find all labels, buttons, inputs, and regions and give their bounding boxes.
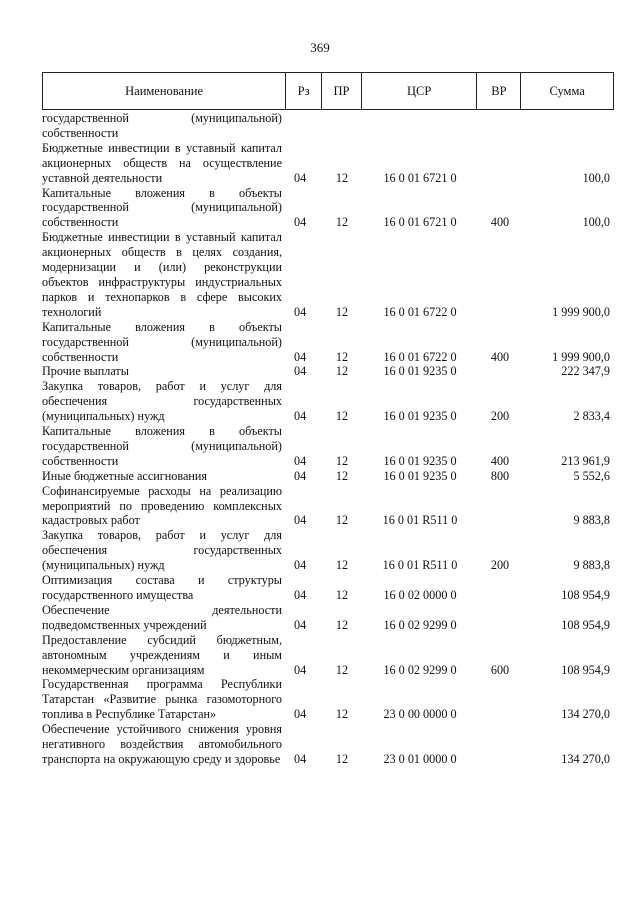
cell-rz: 04 <box>294 170 307 185</box>
cell-csr: 16 0 01 6721 0 <box>383 215 457 230</box>
cell-name: Бюджетные инвестиции в уставный капитал акционерных обществ в целях создания, модернизации и (или) реконструкции объектов инфраструктуры индустриальных парков и технопарков в сфере высоких технологий <box>42 230 282 319</box>
table-row <box>42 364 614 379</box>
cell-csr: 16 0 02 9299 0 <box>383 662 457 677</box>
cell-vr: 600 <box>490 662 510 677</box>
cell-csr: 16 0 01 9235 0 <box>383 453 457 468</box>
cell-pr: 12 <box>335 617 349 632</box>
cell-vr: 800 <box>490 468 510 483</box>
cell-csr: 16 0 01 9235 0 <box>383 468 457 483</box>
header-pr: ПР <box>322 73 362 109</box>
cell-rz: 04 <box>294 617 307 632</box>
cell-sum: 1 999 900,0 <box>552 349 610 364</box>
cell-name: Бюджетные инвестиции в уставный капитал акционерных обществ на осуществление уставной деятельности <box>42 140 282 185</box>
cell-sum: 9 883,8 <box>573 513 610 528</box>
cell-sum: 222 347,9 <box>561 364 610 379</box>
cell-rz: 04 <box>294 558 307 573</box>
table-row <box>42 424 614 469</box>
cell-rz: 04 <box>294 468 307 483</box>
cell-pr: 12 <box>335 304 349 319</box>
table-row <box>42 469 614 484</box>
cell-name: Государственная программа Республики Татарстан «Развитие рынка газомоторного топлива в Республике Татарстан» <box>42 677 282 722</box>
cell-rz: 04 <box>294 349 307 364</box>
cell-name: Закупка товаров, работ и услуг для обеспечения государственных (муниципальных) нужд <box>42 528 282 573</box>
table-row <box>42 111 614 141</box>
cell-csr: 16 0 02 9299 0 <box>383 617 457 632</box>
cell-sum: 5 552,6 <box>573 468 610 483</box>
cell-csr: 16 0 01 6722 0 <box>383 304 457 319</box>
table-row <box>42 633 614 678</box>
cell-vr: 200 <box>490 558 510 573</box>
cell-pr: 12 <box>335 409 349 424</box>
table-row <box>42 186 614 231</box>
cell-rz: 04 <box>294 215 307 230</box>
table-row <box>42 230 614 319</box>
cell-rz: 04 <box>294 364 307 379</box>
cell-pr: 12 <box>335 707 349 722</box>
cell-sum: 100,0 <box>582 215 610 230</box>
cell-pr: 12 <box>335 364 349 379</box>
cell-sum: 213 961,9 <box>561 453 610 468</box>
cell-pr: 12 <box>335 349 349 364</box>
cell-sum: 2 833,4 <box>573 409 610 424</box>
cell-name: Оптимизация состава и структуры государственного имущества <box>42 573 282 602</box>
cell-vr: 400 <box>490 453 510 468</box>
table-row <box>42 320 614 365</box>
table-header <box>42 72 614 110</box>
table-row <box>42 677 614 722</box>
cell-csr: 16 0 01 6722 0 <box>383 349 457 364</box>
cell-sum: 1 999 900,0 <box>552 304 610 319</box>
cell-sum: 134 270,0 <box>561 751 610 766</box>
table-row <box>42 528 614 573</box>
table-row <box>42 573 614 603</box>
cell-name: государственной (муниципальной) собственности <box>42 111 282 140</box>
cell-csr: 16 0 02 0000 0 <box>383 588 457 602</box>
cell-pr: 12 <box>335 558 349 573</box>
cell-pr: 12 <box>335 513 349 528</box>
cell-pr: 12 <box>335 170 349 185</box>
cell-name: Софинансируемые расходы на реализацию мероприятий по проведению комплексных кадастровых работ <box>42 483 282 528</box>
cell-csr: 23 0 01 0000 0 <box>383 751 457 766</box>
cell-name: Обеспечение устойчивого снижения уровня негативного воздействия автомобильного транспорта на окружающую среду и здоровье <box>42 722 282 766</box>
table-row <box>42 603 614 633</box>
cell-vr: 200 <box>490 409 510 424</box>
header-csr: ЦСР <box>362 73 478 109</box>
cell-rz: 04 <box>294 409 307 424</box>
cell-pr: 12 <box>335 468 349 483</box>
table-row <box>42 484 614 529</box>
cell-name: Капитальные вложения в объекты государственной (муниципальной) собственности <box>42 185 282 230</box>
budget-table <box>42 72 614 767</box>
header-rz: Рз <box>286 73 322 109</box>
cell-rz: 04 <box>294 304 307 319</box>
cell-sum: 134 270,0 <box>561 707 610 722</box>
cell-vr: 400 <box>490 349 510 364</box>
cell-rz: 04 <box>294 662 307 677</box>
cell-rz: 04 <box>294 751 307 766</box>
cell-pr: 12 <box>335 215 349 230</box>
cell-vr: 400 <box>490 215 510 230</box>
cell-name: Капитальные вложения в объекты государственной (муниципальной) собственности <box>42 424 282 468</box>
cell-csr: 23 0 00 0000 0 <box>383 707 457 722</box>
cell-rz: 04 <box>294 588 307 602</box>
cell-sum: 108 954,9 <box>561 588 610 602</box>
cell-sum: 108 954,9 <box>561 662 610 677</box>
cell-csr: 16 0 01 9235 0 <box>383 364 457 379</box>
cell-name: Прочие выплаты <box>42 364 129 379</box>
table-row <box>42 141 614 186</box>
table-body <box>42 111 614 767</box>
header-name: Наименование <box>43 73 286 109</box>
cell-csr: 16 0 01 6721 0 <box>383 170 457 185</box>
cell-name: Закупка товаров, работ и услуг для обеспечения государственных (муниципальных) нужд <box>42 379 282 424</box>
cell-name: Капитальные вложения в объекты государственной (муниципальной) собственности <box>42 319 282 364</box>
header-vr: ВР <box>477 73 521 109</box>
cell-rz: 04 <box>294 513 307 528</box>
cell-name: Предоставление субсидий бюджетным, автономным учреждениям и иным некоммерческим организациям <box>42 632 282 677</box>
cell-pr: 12 <box>335 662 349 677</box>
cell-sum: 9 883,8 <box>573 558 610 573</box>
cell-csr: 16 0 01 9235 0 <box>383 409 457 424</box>
cell-sum: 108 954,9 <box>561 617 610 632</box>
cell-csr: 16 0 01 R511 0 <box>382 513 458 528</box>
page-number: 369 <box>310 40 330 55</box>
cell-rz: 04 <box>294 707 307 722</box>
cell-pr: 12 <box>335 588 349 602</box>
cell-name: Иные бюджетные ассигнования <box>42 468 208 483</box>
table-row <box>42 722 614 767</box>
cell-sum: 100,0 <box>582 170 610 185</box>
cell-pr: 12 <box>335 453 349 468</box>
cell-rz: 04 <box>294 453 307 468</box>
cell-csr: 16 0 01 R511 0 <box>382 558 458 573</box>
header-sum: Сумма <box>549 83 585 98</box>
table-row <box>42 379 614 424</box>
cell-pr: 12 <box>335 751 349 766</box>
cell-name: Обеспечение деятельности подведомственных учреждений <box>42 602 282 632</box>
